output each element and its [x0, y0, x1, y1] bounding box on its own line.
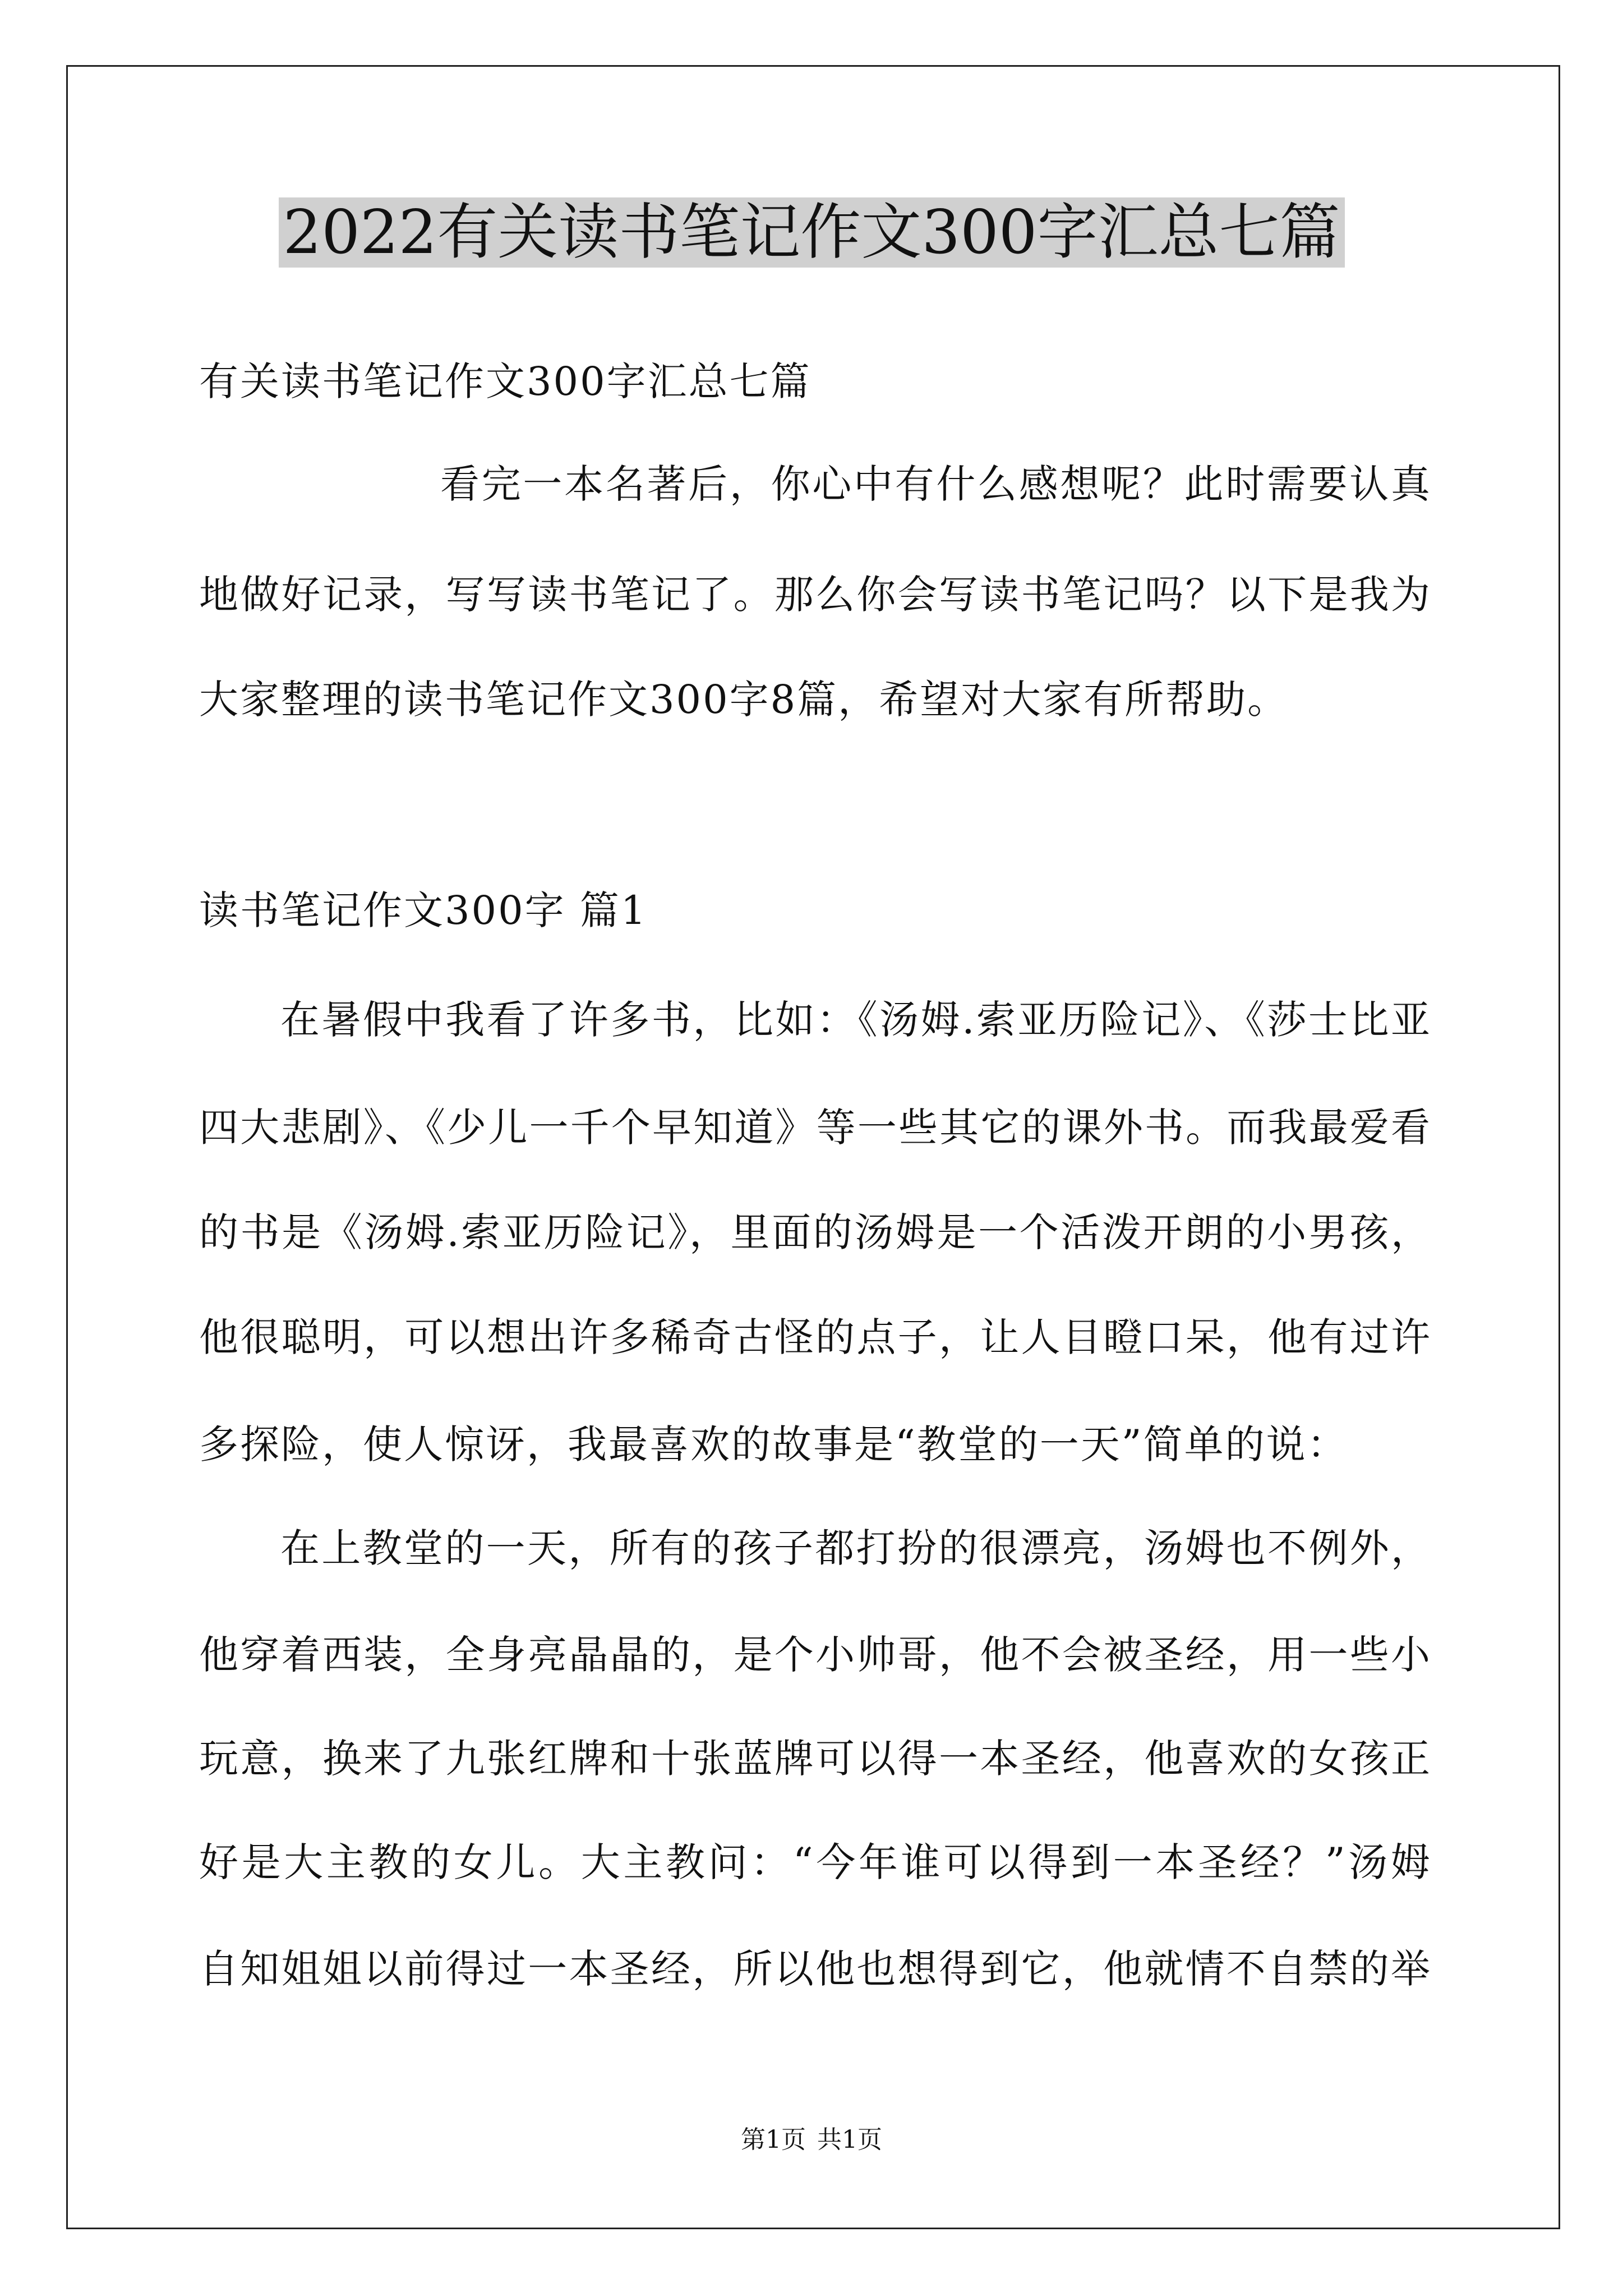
intro-line: 大家整理的读书笔记作文300字8篇，希望对大家有所帮助。	[199, 677, 1289, 723]
intro-line: 地做好记录，写写读书笔记了。那么你会写读书笔记吗？以下是我为	[199, 572, 1432, 618]
paragraph-line: 玩意，换来了九张红牌和十张蓝牌可以得一本圣经，他喜欢的女孩正	[199, 1736, 1432, 1782]
paragraph-line: 四大悲剧》、《少儿一千个早知道》等一些其它的课外书。而我最爱看	[199, 1105, 1432, 1151]
paragraph-line: 多探险，使人惊讶，我最喜欢的故事是“教堂的一天”简单的说：	[199, 1421, 1348, 1467]
paragraph-line: 在上教堂的一天，所有的孩子都打扮的很漂亮，汤姆也不例外，	[280, 1525, 1432, 1571]
intro-line: 看完一本名著后，你心中有什么感想呢？此时需要认真	[440, 461, 1432, 507]
document-title	[0, 194, 1623, 272]
paragraph-line: 他穿着西装，全身亮晶晶的，是个小帅哥，他不会被圣经，用一些小	[199, 1632, 1432, 1678]
page-number: 第1页	[741, 2125, 806, 2154]
subtitle: 有关读书笔记作文300字汇总七篇	[199, 358, 811, 404]
page-footer	[0, 2123, 1623, 2157]
paragraph-line: 自知姐姐以前得过一本圣经，所以他也想得到它，他就情不自禁的举	[199, 1946, 1432, 1992]
paragraph-line: 好是大主教的女儿。大主教问：“今年谁可以得到一本圣经？”汤姆	[199, 1839, 1432, 1885]
paragraph-line: 在暑假中我看了许多书，比如：《汤姆.索亚历险记》、《莎士比亚	[280, 997, 1432, 1043]
paragraph-line: 的书是《汤姆.索亚历险记》，里面的汤姆是一个活泼开朗的小男孩，	[199, 1209, 1432, 1255]
paragraph-line: 他很聪明，可以想出许多稀奇古怪的点子，让人目瞪口呆，他有过许	[199, 1314, 1432, 1360]
page-total: 共1页	[817, 2125, 882, 2154]
document-title-text: 2022有关读书笔记作文300字汇总七篇	[279, 197, 1345, 268]
section-heading: 读书笔记作文300字 篇1	[199, 887, 648, 933]
